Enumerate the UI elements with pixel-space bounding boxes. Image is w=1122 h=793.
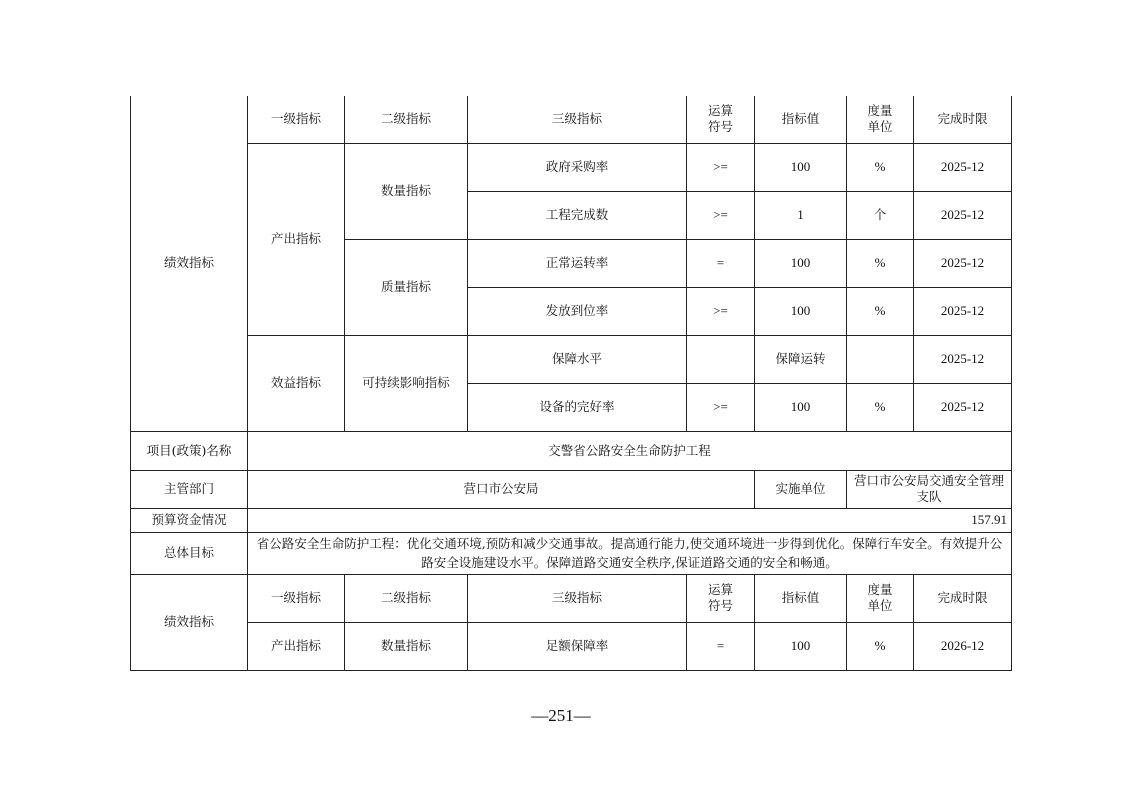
- budget-label: 预算资金情况: [131, 508, 248, 532]
- operator-cell: =: [687, 239, 755, 287]
- deadline-cell: 2025-12: [914, 239, 1012, 287]
- header-level3: 三级指标: [468, 96, 687, 143]
- dept-value: 营口市公安局: [248, 470, 755, 508]
- dept-label: 主管部门: [131, 470, 248, 508]
- header-value: 指标值: [755, 96, 847, 143]
- value-cell: 保障运转: [755, 335, 847, 383]
- table-row: [131, 470, 1012, 508]
- operator-cell: [687, 335, 755, 383]
- project-name: 交警省公路安全生命防护工程: [248, 431, 1012, 470]
- operator-cell: >=: [687, 191, 755, 239]
- header-level1: 一级指标: [248, 96, 345, 143]
- level2-cell: 可持续影响指标: [345, 335, 468, 431]
- table-row: [131, 532, 1012, 574]
- level3-cell: 发放到位率: [468, 287, 687, 335]
- level2-cell: 质量指标: [345, 239, 468, 335]
- section-label: 绩效指标: [131, 96, 248, 431]
- performance-table: [130, 96, 1012, 671]
- table-row: [131, 574, 1012, 622]
- level3-cell: 正常运转率: [468, 239, 687, 287]
- operator-cell: >=: [687, 287, 755, 335]
- unit-cell: %: [847, 239, 914, 287]
- unit-cell: %: [847, 143, 914, 191]
- header-level2: 二级指标: [345, 96, 468, 143]
- goal-text: 省公路安全生命防护工程：优化交通环境,预防和减少交通事故。提高通行能力,使交通环境进一步得到优化。保障行车安全。有效提升公路安全设施建设水平。保障道路交通安全秩序,保证道路交通的安全和畅通。: [248, 532, 1012, 574]
- goal-label: 总体目标: [131, 532, 248, 574]
- page-number: —251—: [531, 706, 591, 725]
- header-operator: 运算 符号: [687, 96, 755, 143]
- project-name-label: 项目(政策)名称: [131, 431, 248, 470]
- value-cell: 1: [755, 191, 847, 239]
- impl-label: 实施单位: [755, 470, 847, 508]
- unit-cell: 个: [847, 191, 914, 239]
- level1-cell: 产出指标: [248, 143, 345, 335]
- header-level2: 二级指标: [345, 574, 468, 622]
- value-cell: 100: [755, 287, 847, 335]
- deadline-cell: 2025-12: [914, 191, 1012, 239]
- level1-cell: 效益指标: [248, 335, 345, 431]
- table-row: [131, 335, 1012, 383]
- header-value: 指标值: [755, 574, 847, 622]
- value-cell: 100: [755, 622, 847, 670]
- level3-cell: 足额保障率: [468, 622, 687, 670]
- table-row: [131, 431, 1012, 470]
- header-unit: 度量 单位: [847, 96, 914, 143]
- unit-cell: %: [847, 287, 914, 335]
- deadline-cell: 2026-12: [914, 622, 1012, 670]
- table-row: [131, 622, 1012, 670]
- value-cell: 100: [755, 143, 847, 191]
- level3-cell: 设备的完好率: [468, 383, 687, 431]
- deadline-cell: 2025-12: [914, 335, 1012, 383]
- budget-value: 157.91: [248, 508, 1012, 532]
- header-operator: 运算 符号: [687, 574, 755, 622]
- operator-cell: =: [687, 622, 755, 670]
- unit-cell: %: [847, 383, 914, 431]
- unit-cell: %: [847, 622, 914, 670]
- header-level3: 三级指标: [468, 574, 687, 622]
- table-row: [131, 143, 1012, 191]
- value-cell: 100: [755, 383, 847, 431]
- level3-cell: 保障水平: [468, 335, 687, 383]
- level3-cell: 工程完成数: [468, 191, 687, 239]
- header-deadline: 完成时限: [914, 96, 1012, 143]
- deadline-cell: 2025-12: [914, 287, 1012, 335]
- table-row: [131, 96, 1012, 143]
- level2-cell: 数量指标: [345, 143, 468, 239]
- level2-cell: 数量指标: [345, 622, 468, 670]
- operator-cell: >=: [687, 383, 755, 431]
- section-label: 绩效指标: [131, 574, 248, 670]
- level3-cell: 政府采购率: [468, 143, 687, 191]
- header-unit: 度量 单位: [847, 574, 914, 622]
- deadline-cell: 2025-12: [914, 383, 1012, 431]
- header-deadline: 完成时限: [914, 574, 1012, 622]
- header-level1: 一级指标: [248, 574, 345, 622]
- level1-cell: 产出指标: [248, 622, 345, 670]
- unit-cell: [847, 335, 914, 383]
- table-row: [131, 508, 1012, 532]
- deadline-cell: 2025-12: [914, 143, 1012, 191]
- value-cell: 100: [755, 239, 847, 287]
- impl-value: 营口市公安局交通安全管理支队: [847, 470, 1012, 508]
- operator-cell: >=: [687, 143, 755, 191]
